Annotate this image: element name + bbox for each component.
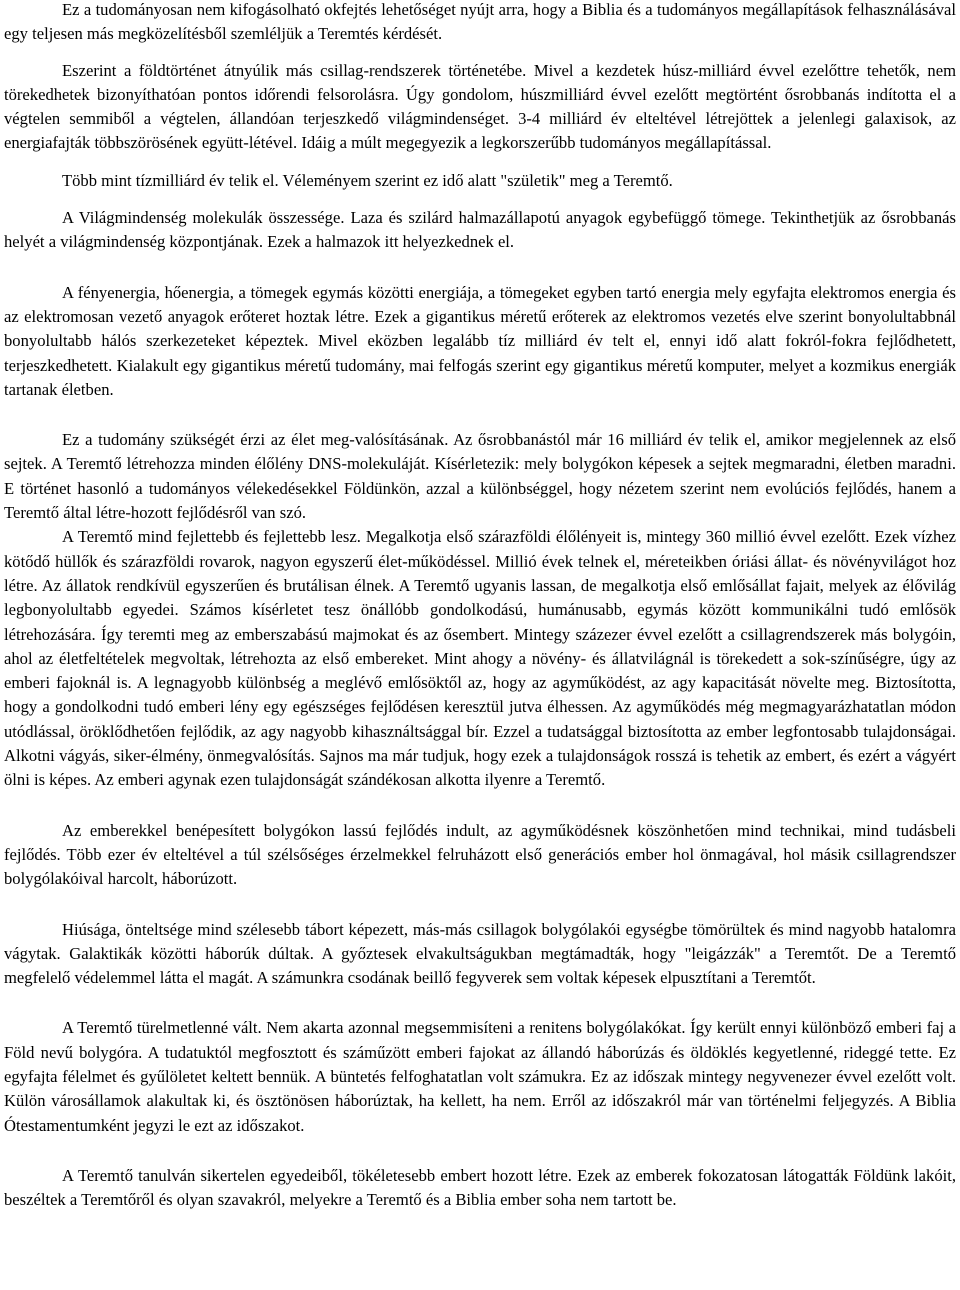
- paragraph-7: A Teremtő mind fejlettebb és fejlettebb lesz. Megalkotja első szárazföldi élőlényeit is, mintegy 360 millió évvel ezelőtt. Ezek vízhez kötődő hüllők és szárazföldi rovarok, nagyon egyszerű élet-működéssel. Millió évek telnek el, méreteikben óriási állat- és növényvilágot hoz létre. Az állatok rendkívül egyszerűen és brutálisan élnek. A Teremtő ugyanis lassan, de megalkotja első emlősállat fajait, melyek az élővilág legbonyolultabb egyedei. Számos kísérletet tesz önállóbb gondolkodású, humánusabb, egymás között kommunikálni tudó emlősök létrehozására. Így teremti meg az emberszabású majmokat és az ősembert. Mintegy százezer évvel ezelőtt a csillagrendszerek más bolygóin, ahol az életfeltételek megvoltak, létrehozta az első embereket. Mint ahogy a növény- és állatvilágnál is törekedett a sok-színűségre, úgy az emberi fajoknál is. A legnagyobb különbség a meglévő emlősöktől az, hogy az agyműködést, az agy kapacitását növelte meg. Biztosította, hogy a gondolkodni tudó emberi lény egy egészséges fejlődésen keresztül jutva élhessen. Az agyműködés még megmagyarázhatatlan módon utódlással, öröklődhetően fejlődik, az agy nagyobb kihasználtsággal bír. Ezzel a tudatsággal biztosította az ember legfontosabb tulajdonságai. Alkotni vágyás, siker-élmény, önmegvalósítás. Sajnos ma már tudjuk, hogy ezek a tulajdonságok rosszá is tehetik az embert, és ezért a vágyért ölni is képes. Az emberi agynak ezen tulajdonságát szándékosan alkotta ilyenre a Teremtő.: [4, 527, 956, 790]
- paragraph-10: A Teremtő türelmetlenné vált. Nem akarta azonnal megsemmisíteni a renitens bolygólakókat. Így került ennyi különböző emberi faj a Föld nevű bolygóra. A tudatuktól megfosztott és száműzött emberi fajokat az állandó háborúzás és öldöklés kegyetlenné, rideggé tette. Ez egyfajta félelmet és gyűlöletet keltett bennük. A büntetés felfoghatatlan volt számukra. Ez az időszak mintegy negyvenezer évvel ezelőtt volt. Külön városállamok alakultak ki, és ösztönösen háborúztak, ha kellett, ha nem. Erről az időszakról már van történelmi feljegyzés. A Biblia Ótestamentumként jegyzi le ezt az időszakot.: [4, 1018, 956, 1135]
- paragraph-5: A fényenergia, hőenergia, a tömegek egymás közötti energiája, a tömegeket egyben tartó energia mely egyfajta elektromos energia és az elektromosan vezető anyagok erőteret hoztak létre. Ezek a gigantikus méretű erőterek az elektromos vezetés elve szerint bonyolultabbnál bonyolultabb hálós szerkezeteket képeztek. Mivel eközben legalább tíz milliárd év telt el, ennyi idő alatt fokról-fokra fejlődhetett, terjeszkedhetett. Kialakult egy gigantikus méretű tudomány, mai felfogás szerint egy gigantikus méretű komputer, melyet a kozmikus energiák tartanak életben.: [4, 282, 956, 399]
- paragraph-4: A Világmindenség molekulák összessége. Laza és szilárd halmazállapotú anyagok egybefüggő tömege. Tekinthetjük az ősrobbanás helyét a világmindenség központjának. Ezek a halmazok itt helyezkednek el.: [4, 208, 956, 252]
- paragraph-9: Hiúsága, önteltsége mind szélesebb tábort képezett, más-más csillagok bolygólakói egységbe tömörültek és mind nagyobb hatalomra vágytak. Galaktikák közötti háborúk dúltak. A győztesek elvakultságukban megtámadták, hogy "leigázzák" a Teremtőt. De a Teremtő megfelelő védelemmel látta el magát. A számunkra csodának beillő fegyverek sem voltak képesek elpusztítani a Teremtőt.: [4, 919, 956, 988]
- paragraph-11: A Teremtő tanulván sikertelen egyedeiből, tökéletesebb embert hozott létre. Ezek az emberek fokozatosan látogatták Földünk lakóit, beszéltek a Teremtőről és olyan szavakról, melyekre a Teremtő és a Biblia ember soha nem tartott be.: [4, 1165, 956, 1210]
- paragraph-1: Ez a tudományosan nem kifogásolható okfejtés lehetőséget nyújt arra, hogy a Biblia és a tudományos megállapítások felhasználásával egy teljesen más megközelítésből szemléljük a Teremtés kérdését.: [4, 0, 956, 44]
- paragraph-6: Ez a tudomány szükségét érzi az élet meg-valósításának. Az ősrobbanástól már 16 milliárd év telik el, amikor megjelennek az első sejtek. A Teremtő létrehozza minden élőlény DNS-molekuláját. Kísérletezik: mely bolygókon képesek a sejtek megmaradni, életben maradni. E történet hasonló a tudományos vélekedésekkel Földünkön, azzal a különbséggel, hogy nézetem szerint nem evolúciós fejlődés, hanem a Teremtő által létre-hozott fejlődésről van szó.: [4, 430, 956, 523]
- paragraph-3: Több mint tízmilliárd év telik el. Véleményem szerint ez idő alatt "születik" meg a Teremtő.: [62, 170, 673, 190]
- paragraph-8: Az emberekkel benépesített bolygókon lassú fejlődés indult, az agyműködésnek köszönhetően mind technikai, mind tudásbeli fejlődés. Több ezer év elteltével a túl szélsőséges érzelmekkel felruházott első generációs ember hol önmagával, hol másik csillagrendszer bolygólakóival harcolt, háborúzott.: [4, 820, 956, 889]
- paragraph-2: Eszerint a földtörténet átnyúlik más csillag-rendszerek történetébe. Mivel a kezdetek húsz-milliárd évvel ezelőttre tehetők, nem törekedhetek bizonyíthatóan pontos időrendi felsorolásra. Úgy gondolom, húszmilliárd évvel ezelőtt megtörtént ősrobbanás indította el a végtelen semmiből a végtelen, állandóan terjeszkedő világmindenséget. 3-4 milliárd év elteltével létrejöttek a jelenlegi galaxisok, az energiafajták többszörösének együtt-létével. Idáig a múlt megegyezik a legkorszerűbb tudományos megállapítással.: [4, 60, 956, 153]
